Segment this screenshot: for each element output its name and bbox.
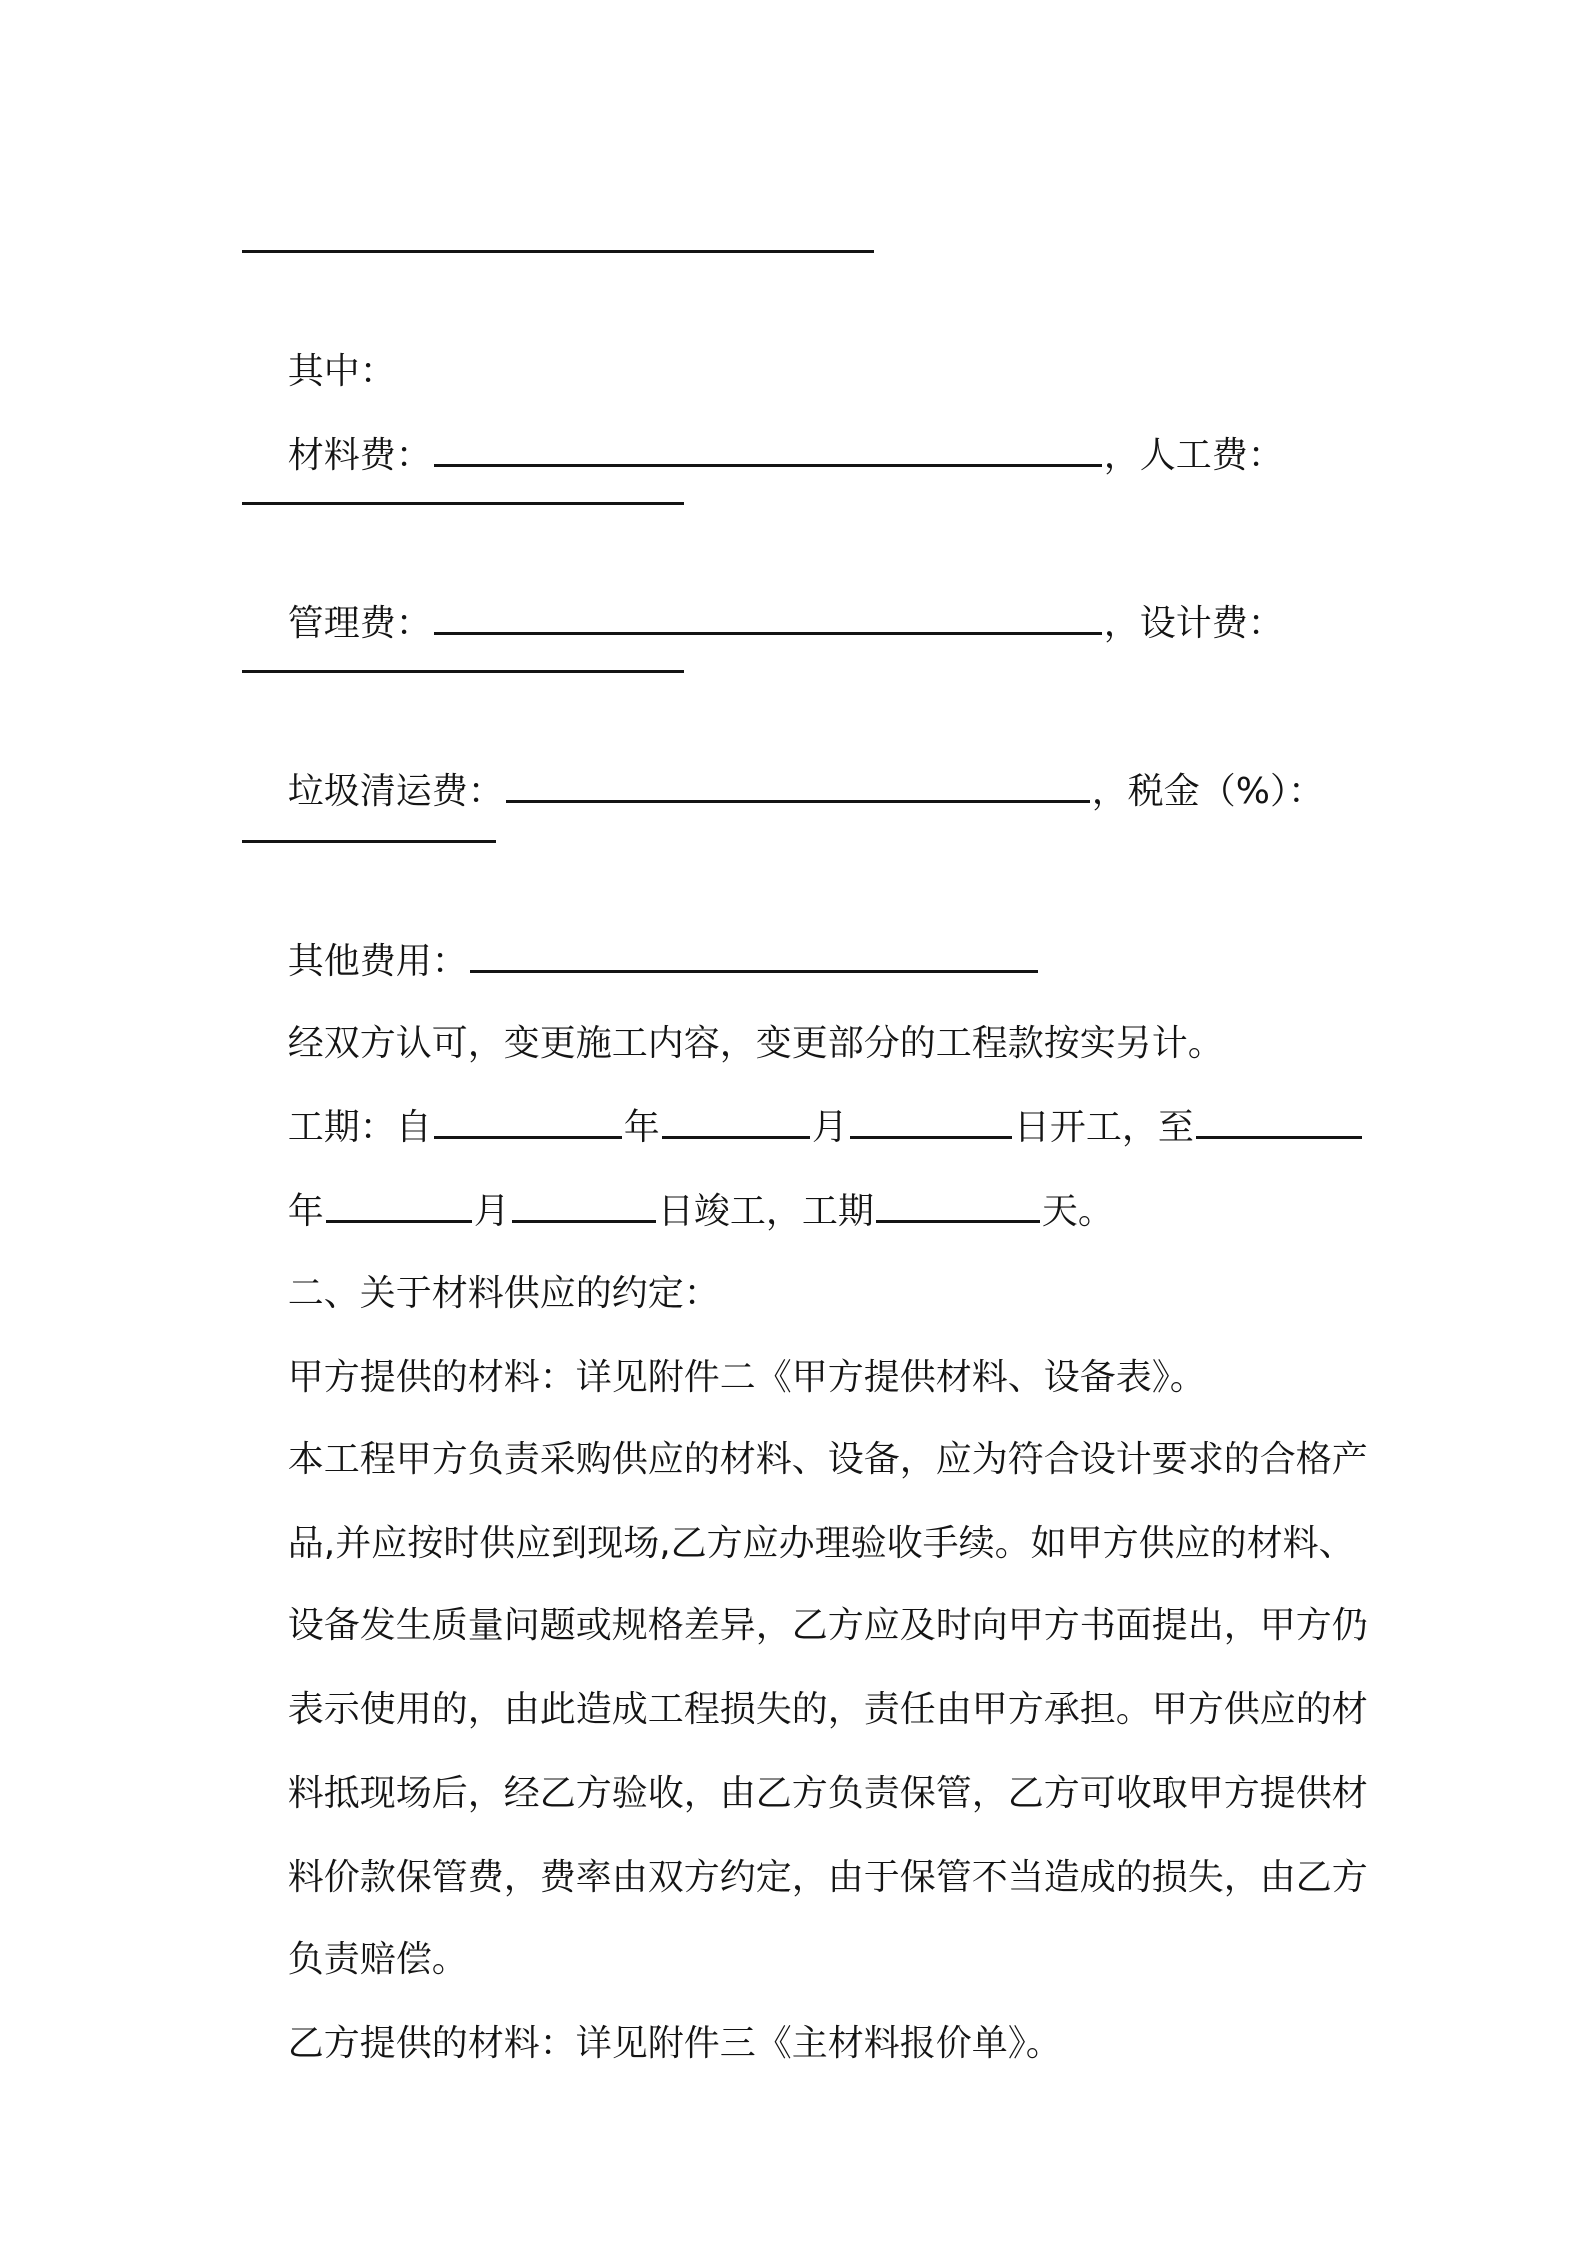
label-start-to: 日开工，至 xyxy=(1013,1107,1194,1148)
label-days: 天。 xyxy=(1041,1191,1114,1232)
paragraph-line-7 xyxy=(242,1870,468,1980)
paragraph-line-3 xyxy=(242,1536,1368,1646)
section-heading-material-supply xyxy=(242,1204,720,1314)
text-party-a-materials: 甲方提供的材料：详见附件二《甲方提供材料、设备表》。 xyxy=(287,1357,1206,1398)
label-month: 月 xyxy=(811,1107,848,1148)
text-line-party-b-materials xyxy=(242,1954,1062,2064)
paragraph-text-1: 本工程甲方负责采购供应的材料、设备，应为符合设计要求的合格产 xyxy=(287,1439,1368,1480)
label-end-month: 月 xyxy=(473,1191,510,1232)
blank-design-fee[interactable] xyxy=(242,670,684,673)
paragraph-text-5: 料抵现场后，经乙方验收，由乙方负责保管，乙方可收取甲方提供材 xyxy=(287,1773,1368,1814)
paragraph-text-7: 负责赔偿。 xyxy=(287,1939,468,1980)
label-completion: 日竣工，工期 xyxy=(657,1191,874,1232)
text-line-management-fee xyxy=(242,534,1284,644)
text-line-change-note xyxy=(242,954,1224,1064)
blank-end-year[interactable] xyxy=(1196,1136,1362,1139)
text-line-other-fee xyxy=(242,872,1040,982)
paragraph-text-4: 表示使用的，由此造成工程损失的，责任由甲方承担。甲方供应的材 xyxy=(287,1689,1368,1730)
blank-material-fee[interactable] xyxy=(434,464,1102,467)
text-line-qizhong xyxy=(242,282,396,392)
label-schedule-from: 工期：自 xyxy=(287,1107,432,1148)
label-garbage-fee: 垃圾清运费： xyxy=(287,771,504,812)
label-tax: ，税金（%）： xyxy=(1091,771,1325,812)
paragraph-line-1 xyxy=(242,1370,1368,1480)
paragraph-text-3: 设备发生质量问题或规格差异，乙方应及时向甲方书面提出，甲方仍 xyxy=(287,1605,1368,1646)
paragraph-text-2: 品,并应按时供应到现场,乙方应办理验收手续。如甲方供应的材料、 xyxy=(287,1523,1355,1564)
text-line-party-a-materials xyxy=(242,1288,1206,1398)
text-party-b-materials: 乙方提供的材料：详见附件三《主材料报价单》。 xyxy=(287,2023,1062,2064)
text-change-note: 经双方认可，变更施工内容，变更部分的工程款按实另计。 xyxy=(287,1023,1224,1064)
blank-management-fee[interactable] xyxy=(434,632,1102,635)
label-labor-fee: ，人工费： xyxy=(1103,435,1284,476)
label-qizhong: 其中： xyxy=(287,351,396,392)
label-end-year: 年 xyxy=(287,1191,324,1232)
paragraph-text-6: 料价款保管费，费率由双方约定，由于保管不当造成的损失，由乙方 xyxy=(287,1857,1368,1898)
blank-duration[interactable] xyxy=(876,1220,1040,1223)
blank-labor-fee[interactable] xyxy=(242,502,684,505)
label-design-fee: ，设计费： xyxy=(1103,603,1284,644)
label-material-fee: 材料费： xyxy=(287,435,432,476)
heading-material-supply: 二、关于材料供应的约定： xyxy=(287,1273,720,1314)
paragraph-line-5 xyxy=(242,1704,1368,1814)
label-other-fee: 其他费用： xyxy=(287,941,468,982)
paragraph-line-6 xyxy=(242,1788,1368,1898)
text-line-garbage-fee xyxy=(242,702,1325,812)
paragraph-line-2 xyxy=(242,1454,1355,1564)
blank-tax[interactable] xyxy=(242,840,496,843)
label-year: 年 xyxy=(623,1107,660,1148)
fill-in-blank-top[interactable] xyxy=(242,250,874,253)
label-management-fee: 管理费： xyxy=(287,603,432,644)
text-line-schedule-end xyxy=(242,1122,1114,1232)
text-line-schedule-start xyxy=(242,1038,1364,1148)
paragraph-line-4 xyxy=(242,1620,1368,1730)
text-line-material-fee xyxy=(242,366,1284,476)
blank-garbage-fee[interactable] xyxy=(506,800,1090,803)
